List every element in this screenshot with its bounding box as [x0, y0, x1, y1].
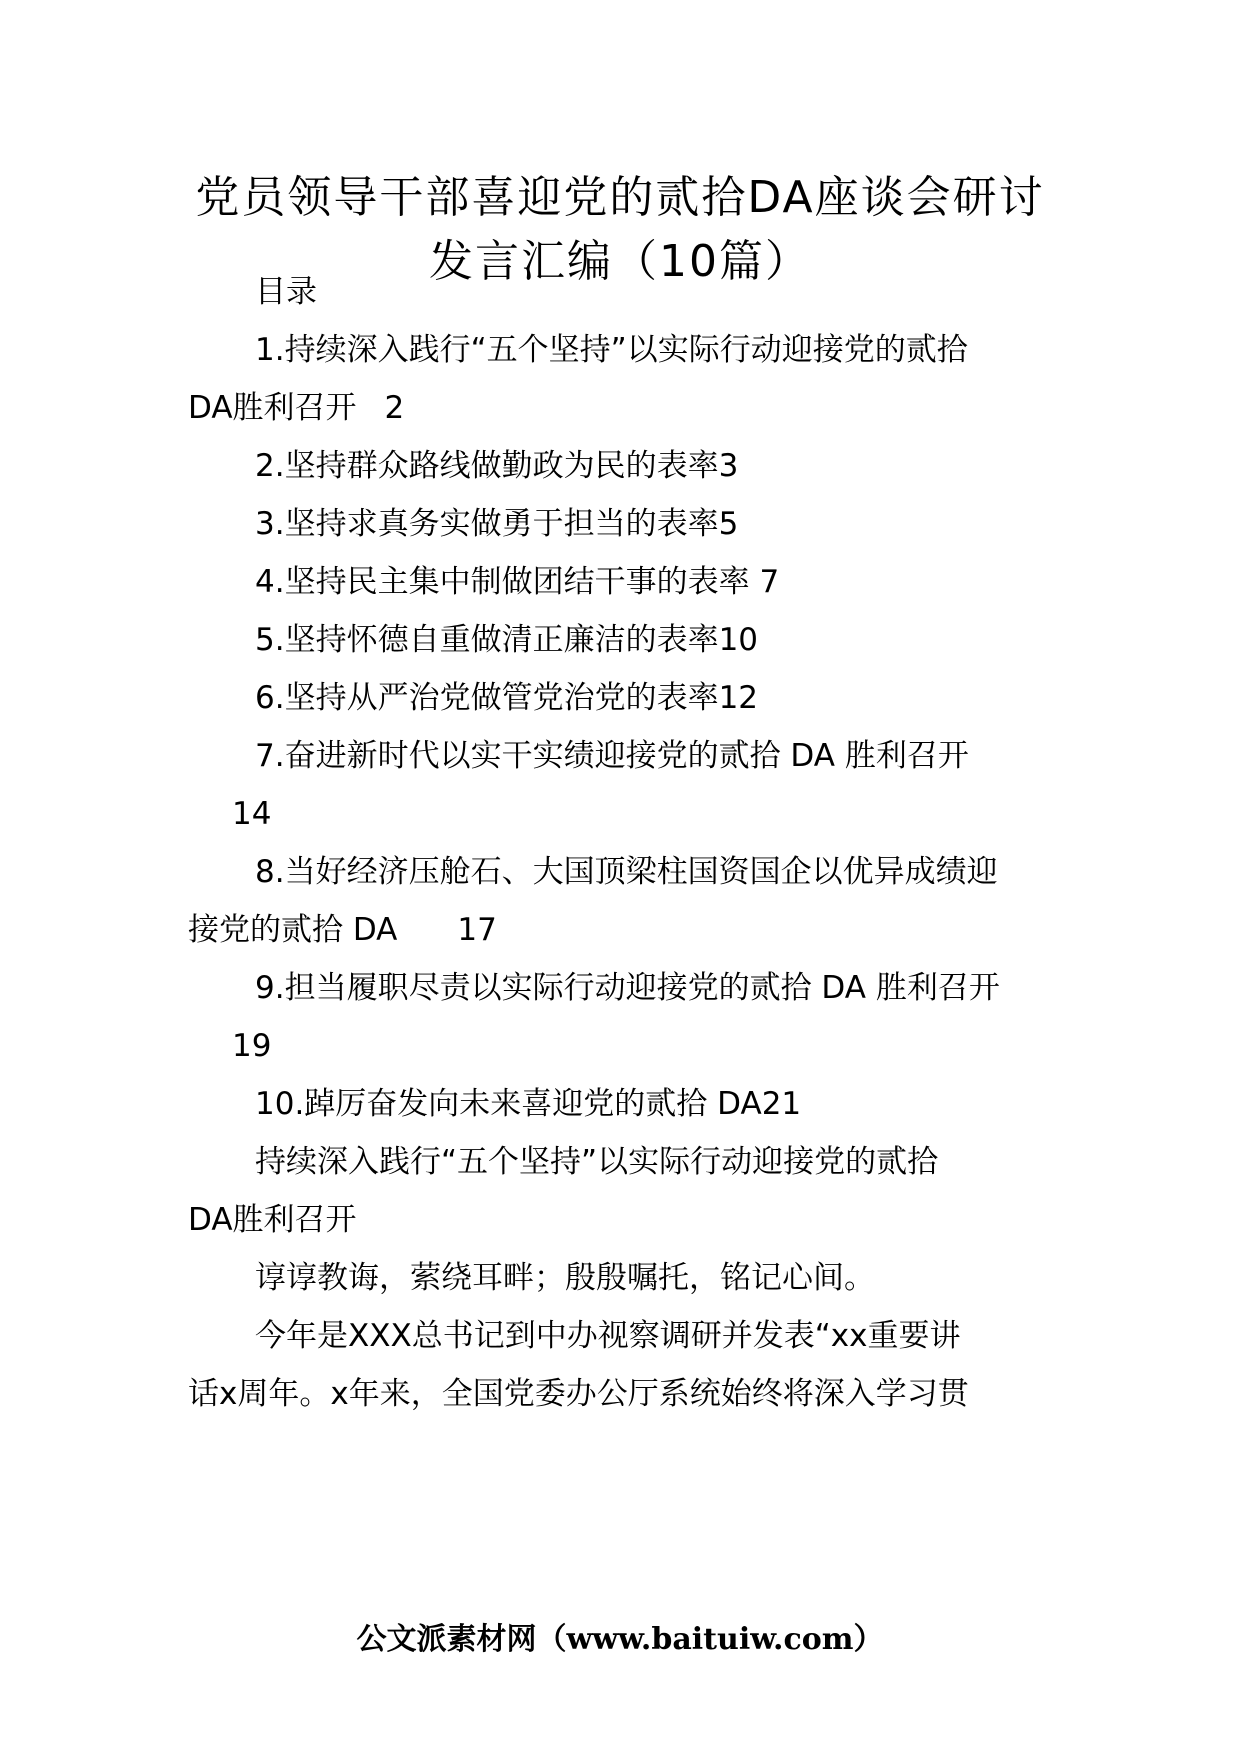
- toc-page-number: 5: [718, 506, 739, 542]
- section-title-line-2: DA胜利召开: [188, 1202, 357, 1238]
- toc-item-10: 10.踔厉奋发向未来喜迎党的贰拾 DA21: [255, 1086, 802, 1122]
- toc-page-number: 19: [232, 1028, 272, 1064]
- toc-page-number: 14: [232, 796, 272, 832]
- toc-item-6: 6.坚持从严治党做管党治党的表率12: [255, 680, 759, 716]
- toc-page-number: 17: [457, 912, 497, 948]
- toc-item-1-cont: DA胜利召开 2: [188, 390, 405, 426]
- section-title-line-1: 持续深入践行“五个坚持”以实际行动迎接党的贰拾: [255, 1144, 939, 1180]
- toc-page-number: 21: [761, 1086, 802, 1122]
- document-title-line-2: 发言汇编（10篇）: [429, 236, 811, 287]
- toc-item-2: 2.坚持群众路线做勤政为民的表率3: [255, 448, 739, 484]
- toc-item-8-cont: 接党的贰拾 DA 17: [188, 912, 497, 948]
- toc-page-number: 2: [384, 390, 405, 426]
- paragraph-2-line-2: 话x周年。x年来，全国党委办公厅系统始终将深入学习贯: [188, 1376, 969, 1412]
- toc-item-9: 9.担当履职尽责以实际行动迎接党的贰拾 DA 胜利召开: [255, 970, 1000, 1006]
- toc-page-number: 3: [718, 448, 739, 484]
- paragraph-2-line-1: 今年是XXX总书记到中办视察调研并发表“xx重要讲: [255, 1318, 961, 1354]
- toc-item-1: 1.持续深入践行“五个坚持”以实际行动迎接党的贰拾: [255, 332, 968, 368]
- toc-label: 目录: [255, 274, 317, 310]
- toc-item-3: 3.坚持求真务实做勇于担当的表率5: [255, 506, 739, 542]
- toc-item-8: 8.当好经济压舱石、大国顶梁柱国资国企以优异成绩迎: [255, 854, 998, 890]
- paragraph-1: 谆谆教诲，萦绕耳畔；殷殷嘱托，铭记心间。: [255, 1260, 875, 1296]
- toc-item-5: 5.坚持怀德自重做清正廉洁的表率10: [255, 622, 759, 658]
- toc-item-7: 7.奋进新时代以实干实绩迎接党的贰拾 DA 胜利召开: [255, 738, 969, 774]
- document-title-line-1: 党员领导干部喜迎党的贰拾DA座谈会研讨: [195, 172, 1045, 223]
- footer-watermark: 公文派素材网（www.baituiw.com）: [356, 1622, 884, 1657]
- toc-page-number: 10: [718, 622, 759, 658]
- toc-page-number: 12: [718, 680, 759, 716]
- toc-item-4: 4.坚持民主集中制做团结干事的表率 7: [255, 564, 780, 600]
- toc-page-number: 7: [759, 564, 780, 600]
